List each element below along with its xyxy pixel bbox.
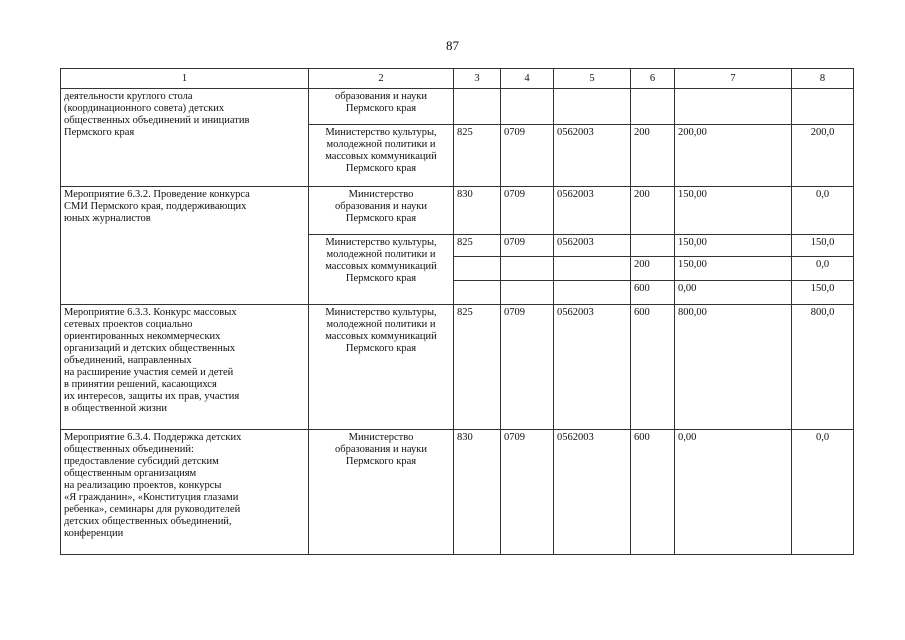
code-section: 0709 [501, 235, 554, 257]
code-expense-type: 600 [631, 281, 675, 305]
amount: 150,00 [675, 187, 792, 235]
amount [675, 89, 792, 125]
amount: 0,00 [675, 430, 792, 555]
amount: 0,00 [675, 281, 792, 305]
code-grbs [454, 257, 501, 281]
amount-total: 0,0 [792, 430, 854, 555]
code-target: 0562003 [554, 430, 631, 555]
executor: образования и науки Пермского края [309, 89, 454, 125]
header-col-6: 6 [631, 69, 675, 89]
amount: 200,00 [675, 125, 792, 187]
code-expense-type: 200 [631, 125, 675, 187]
code-grbs: 825 [454, 125, 501, 187]
code-expense-type: 600 [631, 430, 675, 555]
table-row [61, 305, 854, 430]
code-target: 0562003 [554, 305, 631, 430]
amount-total: 0,0 [792, 257, 854, 281]
code-target [554, 89, 631, 125]
code-target: 0562003 [554, 187, 631, 235]
header-col-1: 1 [61, 69, 309, 89]
executor: Министерство культуры, молодежной политики и массовых коммуникаций Пермского края [309, 125, 454, 187]
code-grbs: 830 [454, 187, 501, 235]
measure-description: Мероприятие 6.3.3. Конкурс массовых сетевых проектов социально ориентированных некоммерческих организаций и детских общественных объединений, направленных на расширение участия семей и детей в принятии решений, касающихся их интересов, защиты их прав, участия в общественной жизни [61, 305, 309, 430]
code-target [554, 281, 631, 305]
table-row [61, 187, 854, 235]
code-expense-type [631, 89, 675, 125]
executor: Министерство образования и науки Пермского края [309, 430, 454, 555]
code-grbs [454, 281, 501, 305]
code-grbs [454, 89, 501, 125]
header-col-2: 2 [309, 69, 454, 89]
amount-total: 0,0 [792, 187, 854, 235]
code-expense-type: 200 [631, 257, 675, 281]
code-expense-type [631, 235, 675, 257]
amount-total: 200,0 [792, 125, 854, 187]
header-col-8: 8 [792, 69, 854, 89]
amount-total: 800,0 [792, 305, 854, 430]
budget-table [60, 68, 854, 555]
code-grbs: 825 [454, 305, 501, 430]
amount: 150,00 [675, 257, 792, 281]
executor: Министерство образования и науки Пермского края [309, 187, 454, 235]
code-section [501, 281, 554, 305]
header-col-7: 7 [675, 69, 792, 89]
amount-total: 150,0 [792, 281, 854, 305]
code-target [554, 257, 631, 281]
header-col-3: 3 [454, 69, 501, 89]
code-section [501, 257, 554, 281]
executor: Министерство культуры, молодежной политики и массовых коммуникаций Пермского края [309, 235, 454, 305]
code-grbs: 830 [454, 430, 501, 555]
amount: 150,00 [675, 235, 792, 257]
code-section: 0709 [501, 125, 554, 187]
table-row [61, 89, 854, 125]
code-section: 0709 [501, 187, 554, 235]
code-section: 0709 [501, 430, 554, 555]
measure-description: деятельности круглого стола (координационного совета) детских общественных объединений и инициатив Пермского края [61, 89, 309, 187]
measure-description: Мероприятие 6.3.4. Поддержка детских общественных объединений: предоставление субсидий детским общественным организациям на реализацию проектов, конкурсы «Я гражданин», «Конституция глазами ребенка», семинары для руководителей детских общественных объединений, конференции [61, 430, 309, 555]
code-section [501, 89, 554, 125]
table-row [61, 430, 854, 555]
header-row [61, 69, 854, 89]
code-section: 0709 [501, 305, 554, 430]
executor: Министерство культуры, молодежной политики и массовых коммуникаций Пермского края [309, 305, 454, 430]
header-col-5: 5 [554, 69, 631, 89]
code-grbs: 825 [454, 235, 501, 257]
code-expense-type: 600 [631, 305, 675, 430]
measure-description: Мероприятие 6.3.2. Проведение конкурса СМИ Пермского края, поддерживающих юных журналистов [61, 187, 309, 305]
page-number: 87 [446, 38, 459, 53]
amount-total: 150,0 [792, 235, 854, 257]
code-target: 0562003 [554, 125, 631, 187]
amount-total [792, 89, 854, 125]
header-col-4: 4 [501, 69, 554, 89]
amount: 800,00 [675, 305, 792, 430]
code-expense-type: 200 [631, 187, 675, 235]
code-target: 0562003 [554, 235, 631, 257]
